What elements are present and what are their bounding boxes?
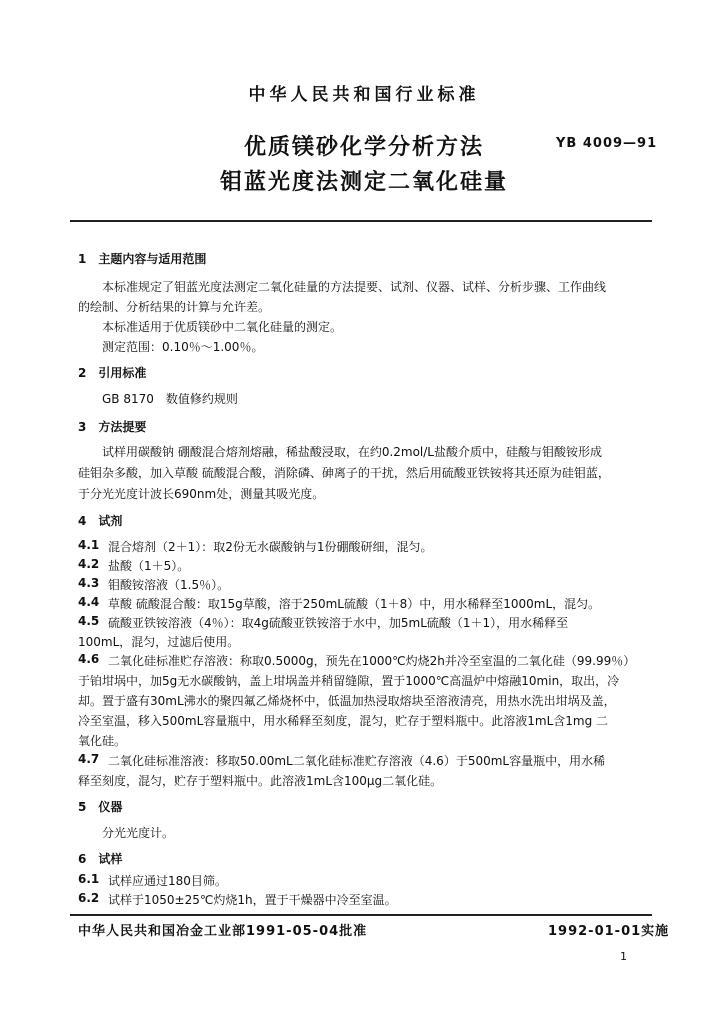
item-4-7-number: 4.7	[78, 752, 100, 766]
section-3-line-2: 硅钼杂多酸，加入草酸 硫酸混合酸，消除磷、砷离子的干扰，然后用硫酸亚铁铵将其还原为硅钼蓝，	[78, 466, 610, 480]
item-4-5-line-1: 硫酸亚铁铵溶液（4％）：取4g硫酸亚铁铵溶于水中，加5mL硫酸（1＋1），用水稀释至	[108, 616, 569, 630]
item-4-5-number: 4.5	[78, 614, 100, 628]
item-4-1-number: 4.1	[78, 538, 100, 552]
item-4-6-line-3: 却。置于盛有30mL沸水的聚四氟乙烯烧杯中，低温加热浸取熔块至溶液清亮，用热水洗出坩埚及盖，	[78, 694, 616, 708]
title-line-1: 优质镁砂化学分析方法	[243, 135, 484, 160]
item-4-4-text: 草酸 硫酸混合酸：取15g草酸，溶于250mL硫酸（1＋8）中，用水稀释至1000mL，混匀。	[108, 597, 601, 611]
section-1-paragraph-line-2: 的绘制、分析结果的计算与允许差。	[78, 300, 271, 314]
section-1-paragraph-line-1: 本标准规定了钼蓝光度法测定二氧化硅量的方法提要、试剂、仪器、试样、分析步骤、工作曲线	[102, 280, 607, 294]
section-3-line-1: 试样用碳酸钠 硼酸混合熔剂熔融，稀盐酸浸取，在约0.2mol/L盐酸介质中，硅酸与钼酸铵形成	[102, 445, 602, 459]
item-4-7-line-2: 释至刻度，混匀，贮存于塑料瓶中。此溶液1mL含100μg二氧化硅。	[78, 774, 443, 788]
page-number: 1	[620, 950, 627, 963]
item-4-2-text: 盐酸（1＋5）。	[108, 559, 190, 573]
section-1-range: 测定范围：0.10％～1.00％。	[102, 340, 264, 354]
section-6-heading: 6 试样	[78, 852, 123, 866]
item-4-5-line-2: 100mL，混匀，过滤后使用。	[78, 635, 240, 649]
title-line-2: 钼蓝光度法测定二氧化硅量	[219, 170, 508, 195]
item-4-3-number: 4.3	[78, 576, 100, 590]
item-4-1-text: 混合熔剂（2＋1）：取2份无水碳酸钠与1份硼酸研细，混匀。	[108, 540, 433, 554]
item-4-6-line-5: 氧化硅。	[78, 734, 127, 748]
section-5-text: 分光光度计。	[102, 826, 175, 840]
item-6-1-number: 6.1	[78, 872, 100, 886]
standard-code: YB 4009—91	[556, 136, 658, 151]
footer-divider	[70, 914, 652, 916]
header-divider	[70, 220, 652, 222]
item-4-3-text: 钼酸铵溶液（1.5％）。	[108, 578, 230, 592]
section-1-heading: 1 主题内容与适用范围	[78, 252, 207, 266]
item-4-6-line-4: 冷至室温，移入500mL容量瓶中，用水稀释至刻度，混匀，贮存于塑料瓶中。此溶液1mL含1mg 二	[78, 714, 609, 728]
item-4-2-number: 4.2	[78, 557, 100, 571]
item-4-6-line-1: 二氧化硅标准贮存溶液：称取0.5000g，预先在1000℃灼烧2h并冷至室温的二氧化硅（99.99％）	[108, 654, 636, 668]
section-1-scope: 本标准适用于优质镁砂中二氧化硅量的测定。	[102, 320, 343, 334]
item-6-1-text: 试样应通过180目筛。	[108, 874, 227, 888]
section-4-heading: 4 试剂	[78, 514, 123, 528]
section-2-reference: GB 8170 数值修约规则	[102, 392, 238, 406]
section-3-heading: 3 方法提要	[78, 420, 147, 434]
item-6-2-text: 试样于1050±25℃灼烧1h，置于干燥器中冷至室温。	[108, 893, 397, 907]
item-4-6-number: 4.6	[78, 652, 100, 666]
item-4-7-line-1: 二氧化硅标准溶液：移取50.00mL二氧化硅标准贮存溶液（4.6）于500mL容量瓶中，用水稀	[108, 754, 606, 768]
section-3-line-3: 于分光光度计波长690nm处，测量其吸光度。	[78, 487, 325, 501]
section-5-heading: 5 仪器	[78, 800, 123, 814]
issuing-organization: 中华人民共和国行业标准	[248, 85, 480, 105]
section-2-heading: 2 引用标准	[78, 366, 147, 380]
effective-date: 1992-01-01实施	[548, 924, 670, 939]
item-4-6-line-2: 于铂坩埚中，加5g无水碳酸钠，盖上坩埚盖并稍留缝隙，置于1000℃高温炉中熔融10min，取出，冷	[78, 674, 620, 688]
item-6-2-number: 6.2	[78, 891, 100, 905]
approval-notice: 中华人民共和国冶金工业部1991-05-04批准	[78, 924, 368, 939]
item-4-4-number: 4.4	[78, 595, 100, 609]
